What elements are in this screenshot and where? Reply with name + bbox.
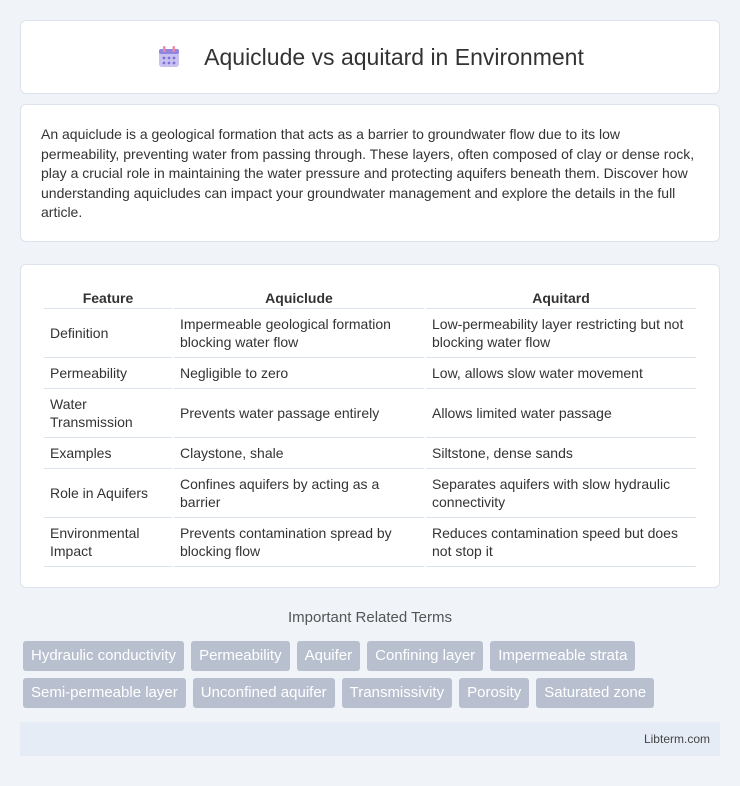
tag-aquifer[interactable]: Aquifer — [297, 641, 361, 671]
tag-porosity[interactable]: Porosity — [459, 678, 529, 708]
table-row — [44, 309, 696, 358]
table-header-row — [44, 287, 696, 309]
table-cell: Low, allows slow water movement — [426, 358, 696, 389]
comparison-table — [42, 287, 698, 567]
header-card — [20, 20, 720, 94]
tag-permeability[interactable]: Permeability — [191, 641, 290, 671]
column-header-aquiclude: Aquiclude — [174, 287, 424, 309]
table-cell: Allows limited water passage — [426, 389, 696, 438]
footer — [20, 722, 720, 756]
column-header-feature: Feature — [44, 287, 172, 309]
table-cell: Examples — [44, 438, 172, 469]
table-row — [44, 518, 696, 567]
table-row — [44, 469, 696, 518]
table-cell: Prevents contamination spread by blocking flow — [174, 518, 424, 567]
table-row — [44, 438, 696, 469]
tag-saturated-zone[interactable]: Saturated zone — [536, 678, 654, 708]
table-cell: Claystone, shale — [174, 438, 424, 469]
table-row — [44, 358, 696, 389]
table-row — [44, 389, 696, 438]
tag-hydraulic-conductivity[interactable]: Hydraulic conductivity — [23, 641, 184, 671]
tag-unconfined-aquifer[interactable]: Unconfined aquifer — [193, 678, 335, 708]
table-cell: Role in Aquifers — [44, 469, 172, 518]
table-cell: Separates aquifers with slow hydraulic connectivity — [426, 469, 696, 518]
tag-semi-permeable-layer[interactable]: Semi-permeable layer — [23, 678, 186, 708]
table-cell: Confines aquifers by acting as a barrier — [174, 469, 424, 518]
tag-confining-layer[interactable]: Confining layer — [367, 641, 483, 671]
footer-site-link[interactable]: Libterm.com — [643, 732, 710, 746]
table-cell: Prevents water passage entirely — [174, 389, 424, 438]
comparison-table-card — [20, 264, 720, 588]
table-cell: Water Transmission — [44, 389, 172, 438]
intro-paragraph: An aquiclude is a geological formation that acts as a barrier to groundwater flow due to its low permeability, preventing water from passing through. These layers, often composed of clay or dense rock, play a crucial role in maintaining the water pressure and protecting aquifers beneath them. Discover how understanding aquicludes can impact your groundwater management and explore the details in the full article. — [41, 126, 695, 220]
intro-card — [20, 104, 720, 242]
tag-impermeable-strata[interactable]: Impermeable strata — [490, 641, 635, 671]
table-cell: Negligible to zero — [174, 358, 424, 389]
calendar-icon — [156, 44, 182, 70]
table-cell: Siltstone, dense sands — [426, 438, 696, 469]
table-cell: Low-permeability layer restricting but not blocking water flow — [426, 309, 696, 358]
related-terms-title: Important Related Terms — [288, 609, 452, 626]
table-cell: Reduces contamination speed but does not stop it — [426, 518, 696, 567]
page-title: Aquiclude vs aquitard in Environment — [204, 43, 584, 70]
column-header-aquitard: Aquitard — [426, 287, 696, 309]
table-cell: Definition — [44, 309, 172, 358]
related-terms-list — [23, 641, 723, 708]
table-cell: Permeability — [44, 358, 172, 389]
table-cell: Environmental Impact — [44, 518, 172, 567]
table-cell: Impermeable geological formation blocking water flow — [174, 309, 424, 358]
tag-transmissivity[interactable]: Transmissivity — [342, 678, 452, 708]
